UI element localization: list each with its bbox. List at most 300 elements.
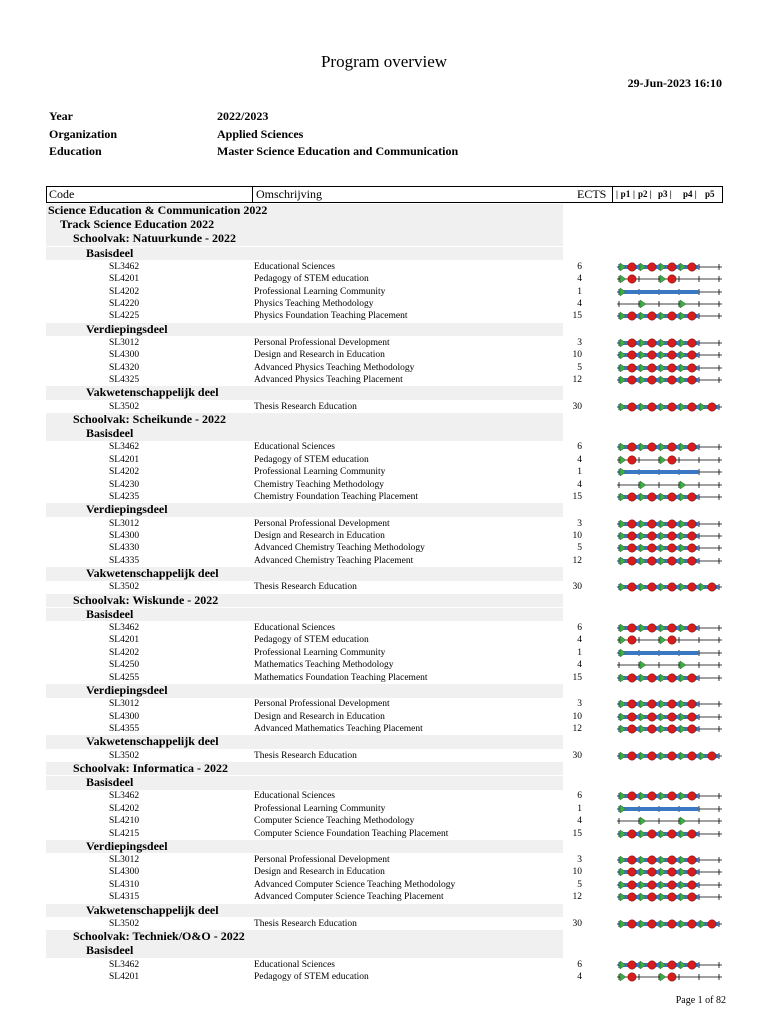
course-ects: 10 — [572, 350, 582, 361]
course-ects: 6 — [577, 261, 582, 272]
table-header — [46, 186, 723, 203]
period-end-marker — [668, 351, 676, 359]
period-end-marker — [668, 829, 676, 837]
info-value: Master Science Education and Communication — [217, 144, 459, 158]
section-heading — [46, 904, 726, 918]
period-start-marker — [680, 713, 686, 721]
course-description: Advanced Computer Science Teaching Placement — [254, 892, 444, 903]
course-description: Personal Professional Development — [254, 699, 390, 710]
period-end-marker — [668, 960, 676, 968]
section-heading-text: Basisdeel — [46, 247, 563, 261]
period-start-marker — [700, 920, 706, 928]
period-timeline — [617, 750, 723, 762]
course-row — [46, 441, 726, 453]
period-end-marker — [688, 519, 696, 527]
course-description: Mathematics Foundation Teaching Placement — [254, 672, 428, 683]
course-ects: 5 — [577, 879, 582, 890]
course-row — [46, 634, 726, 646]
course-ects: 30 — [572, 582, 582, 593]
course-ects: 4 — [577, 816, 582, 827]
period-end-marker — [668, 544, 676, 552]
course-ects: 4 — [577, 454, 582, 465]
course-code: SL4300 — [109, 350, 140, 361]
period-timeline — [617, 530, 723, 542]
course-ects: 3 — [577, 337, 582, 348]
section-heading-text: Verdiepingsdeel — [46, 840, 563, 854]
period-timeline — [617, 891, 723, 903]
course-row — [46, 530, 726, 542]
course-ects: 15 — [572, 311, 582, 322]
period-start-marker — [660, 920, 666, 928]
course-row — [46, 879, 726, 891]
course-description: Advanced Chemistry Teaching Methodology — [254, 543, 425, 554]
section-heading — [46, 567, 726, 581]
course-code: SL4220 — [109, 298, 140, 309]
course-code: SL4235 — [109, 491, 140, 502]
course-ects: 10 — [572, 711, 582, 722]
period-start-marker — [660, 275, 666, 283]
column-header-code: Code — [49, 187, 75, 201]
period-start-marker — [680, 725, 686, 733]
period-end-marker — [648, 363, 656, 371]
course-code: SL4230 — [109, 479, 140, 490]
column-header-ects: ECTS — [577, 187, 607, 201]
period-timeline — [617, 491, 723, 503]
period-end-marker — [628, 868, 636, 876]
period-start-marker — [680, 263, 686, 271]
timeline-bar — [619, 651, 699, 655]
course-row — [46, 959, 726, 971]
period-end-marker — [648, 339, 656, 347]
course-ects: 4 — [577, 971, 582, 982]
period-end-marker — [688, 700, 696, 708]
period-end-marker — [668, 312, 676, 320]
section-heading-text: Basisdeel — [46, 427, 563, 441]
course-code: SL3502 — [109, 918, 140, 929]
period-timeline — [617, 790, 723, 802]
period-end-marker — [668, 792, 676, 800]
period-start-marker — [640, 893, 646, 901]
course-code: SL3502 — [109, 750, 140, 761]
period-start-marker — [680, 544, 686, 552]
period-timeline — [617, 581, 723, 593]
period-end-marker — [668, 583, 676, 591]
period-end-marker — [668, 751, 676, 759]
period-start-marker — [680, 351, 686, 359]
period-end-marker — [628, 893, 636, 901]
course-row — [46, 466, 726, 478]
period-end-marker — [648, 624, 656, 632]
period-timeline — [617, 273, 723, 285]
period-timeline — [617, 815, 723, 827]
period-end-marker — [688, 829, 696, 837]
period-end-marker — [688, 443, 696, 451]
course-description: Professional Learning Community — [254, 803, 386, 814]
period-end-marker — [668, 339, 676, 347]
period-start-marker — [660, 893, 666, 901]
period-end-marker — [648, 960, 656, 968]
course-description: Professional Learning Community — [254, 467, 386, 478]
period-end-marker — [628, 363, 636, 371]
period-start-marker — [680, 961, 686, 969]
period-end-marker — [668, 700, 676, 708]
period-end-marker — [648, 519, 656, 527]
period-end-marker — [688, 557, 696, 565]
section-heading — [46, 608, 726, 622]
section-heading — [46, 386, 726, 400]
course-row — [46, 803, 726, 815]
period-end-marker — [648, 544, 656, 552]
period-end-marker — [628, 544, 636, 552]
period-start-marker — [640, 881, 646, 889]
course-code: SL4201 — [109, 454, 140, 465]
period-end-marker — [688, 544, 696, 552]
course-description: Physics Foundation Teaching Placement — [254, 311, 408, 322]
period-start-marker — [660, 700, 666, 708]
course-ects: 1 — [577, 467, 582, 478]
period-start-marker — [620, 443, 626, 451]
course-row — [46, 711, 726, 723]
course-row — [46, 518, 726, 530]
period-end-marker — [628, 856, 636, 864]
period-end-marker — [648, 725, 656, 733]
period-timeline — [617, 647, 723, 659]
course-ects: 15 — [572, 672, 582, 683]
section-heading-text: Basisdeel — [46, 608, 563, 622]
course-code: SL3502 — [109, 582, 140, 593]
period-start-marker — [660, 856, 666, 864]
period-timeline — [617, 286, 723, 298]
period-end-marker — [628, 960, 636, 968]
section-heading — [46, 323, 726, 337]
period-start-marker — [620, 856, 626, 864]
period-start-marker — [680, 557, 686, 565]
period-end-marker — [668, 920, 676, 928]
period-end-marker — [668, 725, 676, 733]
program-info — [49, 108, 458, 161]
period-start-marker — [700, 403, 706, 411]
period-start-marker — [620, 674, 626, 682]
period-start-marker — [640, 792, 646, 800]
course-description: Personal Professional Development — [254, 337, 390, 348]
period-end-marker — [688, 532, 696, 540]
period-timeline — [617, 803, 723, 815]
period-start-marker — [680, 339, 686, 347]
course-description: Pedagogy of STEM education — [254, 971, 369, 982]
period-end-marker — [688, 583, 696, 591]
period-end-marker — [648, 881, 656, 889]
period-start-marker — [660, 881, 666, 889]
period-start-marker — [640, 583, 646, 591]
period-start-marker — [640, 920, 646, 928]
period-end-marker — [628, 351, 636, 359]
course-code: SL4335 — [109, 555, 140, 566]
course-code: SL4210 — [109, 816, 140, 827]
course-code: SL4300 — [109, 867, 140, 878]
period-end-marker — [648, 893, 656, 901]
course-ects: 15 — [572, 491, 582, 502]
course-description: Computer Science Foundation Teaching Placement — [254, 828, 449, 839]
period-start-marker — [660, 713, 666, 721]
period-end-marker — [628, 493, 636, 501]
period-start-marker — [680, 493, 686, 501]
period-start-marker — [680, 700, 686, 708]
period-end-marker — [628, 402, 636, 410]
period-end-marker — [688, 263, 696, 271]
section-heading — [46, 944, 726, 958]
course-description: Physics Teaching Methodology — [254, 298, 374, 309]
period-start-marker — [680, 312, 686, 320]
period-timeline — [617, 918, 723, 930]
period-end-marker — [628, 829, 636, 837]
period-start-marker — [680, 624, 686, 632]
timeline-bar — [619, 290, 699, 294]
course-row — [46, 647, 726, 659]
period-start-marker — [680, 443, 686, 451]
course-code: SL4315 — [109, 892, 140, 903]
info-label: Organization — [49, 126, 117, 141]
period-start-marker — [660, 830, 666, 838]
period-timeline — [617, 659, 723, 671]
period-start-marker — [640, 868, 646, 876]
section-heading-text: Science Education & Communication 2022 — [46, 204, 563, 218]
period-start-marker — [660, 624, 666, 632]
period-end-marker — [628, 700, 636, 708]
period-end-marker — [668, 868, 676, 876]
period-start-marker — [620, 339, 626, 347]
period-start-marker — [620, 868, 626, 876]
course-ects: 30 — [572, 750, 582, 761]
course-code: SL3462 — [109, 442, 140, 453]
course-row — [46, 698, 726, 710]
period-end-marker — [668, 456, 676, 464]
period-timeline — [617, 866, 723, 878]
course-code: SL4202 — [109, 647, 140, 658]
course-code: SL4300 — [109, 711, 140, 722]
period-start-marker — [680, 674, 686, 682]
period-start-marker — [660, 312, 666, 320]
period-start-marker — [620, 376, 626, 384]
course-ects: 1 — [577, 286, 582, 297]
course-row — [46, 659, 726, 671]
period-start-marker — [660, 376, 666, 384]
period-end-marker — [628, 624, 636, 632]
period-end-marker — [668, 881, 676, 889]
section-heading — [46, 247, 726, 261]
section-heading-text: Schoolvak: Scheikunde - 2022 — [46, 413, 563, 427]
section-heading — [46, 232, 726, 246]
course-code: SL4320 — [109, 362, 140, 373]
period-start-marker — [640, 961, 646, 969]
period-start-marker — [680, 520, 686, 528]
period-start-marker — [680, 481, 686, 489]
period-start-marker — [660, 752, 666, 760]
section-heading-text: Vakwetenschappelijk deel — [46, 735, 563, 749]
course-row — [46, 310, 726, 322]
period-end-marker — [688, 881, 696, 889]
period-start-marker — [680, 403, 686, 411]
period-timeline — [617, 298, 723, 310]
period-start-marker — [660, 557, 666, 565]
period-start-marker — [620, 636, 626, 644]
period-start-marker — [640, 403, 646, 411]
period-end-marker — [648, 673, 656, 681]
section-heading — [46, 503, 726, 517]
info-row-organization — [49, 126, 458, 144]
info-label: Education — [49, 144, 102, 158]
period-end-marker — [628, 376, 636, 384]
course-code: SL4201 — [109, 635, 140, 646]
period-start-marker — [620, 583, 626, 591]
course-row — [46, 581, 726, 593]
period-start-marker — [620, 493, 626, 501]
period-start-marker — [620, 557, 626, 565]
section-heading — [46, 594, 726, 608]
period-start-marker — [660, 443, 666, 451]
period-timeline — [617, 971, 723, 983]
period-start-marker — [660, 263, 666, 271]
period-timeline — [617, 362, 723, 374]
period-start-marker — [620, 544, 626, 552]
course-row — [46, 891, 726, 903]
period-end-marker — [648, 792, 656, 800]
course-code: SL4330 — [109, 543, 140, 554]
period-start-marker — [640, 557, 646, 565]
course-row — [46, 815, 726, 827]
column-header-p1: | p1 | — [616, 189, 636, 199]
period-start-marker — [640, 661, 646, 669]
section-heading-text: Schoolvak: Techniek/O&O - 2022 — [46, 930, 563, 944]
period-start-marker — [660, 583, 666, 591]
period-start-marker — [680, 376, 686, 384]
period-end-marker — [668, 263, 676, 271]
course-code: SL3462 — [109, 623, 140, 634]
period-start-marker — [620, 973, 626, 981]
period-start-marker — [660, 674, 666, 682]
period-end-marker — [628, 792, 636, 800]
period-end-marker — [688, 960, 696, 968]
course-description: Design and Research in Education — [254, 530, 385, 541]
period-start-marker — [640, 263, 646, 271]
period-end-marker — [648, 829, 656, 837]
period-start-marker — [660, 532, 666, 540]
period-end-marker — [628, 583, 636, 591]
period-start-marker — [640, 624, 646, 632]
period-end-marker — [668, 402, 676, 410]
period-end-marker — [628, 881, 636, 889]
course-ects: 4 — [577, 298, 582, 309]
section-heading — [46, 218, 726, 232]
period-end-marker — [648, 751, 656, 759]
period-end-marker — [628, 557, 636, 565]
period-start-marker — [640, 300, 646, 308]
course-ects: 10 — [572, 530, 582, 541]
period-end-marker — [648, 493, 656, 501]
course-description: Advanced Computer Science Teaching Methodology — [254, 879, 456, 890]
period-end-marker — [628, 725, 636, 733]
course-description: Thesis Research Education — [254, 401, 357, 412]
period-start-marker — [620, 792, 626, 800]
print-datetime: 29-Jun-2023 16:10 — [627, 76, 722, 90]
course-code: SL4250 — [109, 660, 140, 671]
period-start-marker — [680, 792, 686, 800]
course-description: Educational Sciences — [254, 959, 335, 970]
period-end-marker — [688, 725, 696, 733]
period-end-marker — [668, 363, 676, 371]
period-end-marker — [628, 636, 636, 644]
period-start-marker — [680, 830, 686, 838]
course-code: SL3502 — [109, 401, 140, 412]
course-description: Professional Learning Community — [254, 647, 386, 658]
period-end-marker — [688, 339, 696, 347]
column-header-description: Omschrijving — [256, 187, 322, 201]
period-start-marker — [660, 973, 666, 981]
course-code: SL4310 — [109, 879, 140, 890]
course-row — [46, 298, 726, 310]
period-end-marker — [628, 673, 636, 681]
period-start-marker — [620, 456, 626, 464]
course-description: Pedagogy of STEM education — [254, 454, 369, 465]
period-timeline — [617, 518, 723, 530]
period-start-marker — [660, 544, 666, 552]
section-heading — [46, 684, 726, 698]
period-end-marker — [688, 493, 696, 501]
period-end-marker — [708, 751, 716, 759]
section-heading-text: Basisdeel — [46, 776, 563, 790]
course-description: Mathematics Teaching Methodology — [254, 660, 394, 671]
course-ects: 6 — [577, 623, 582, 634]
period-start-marker — [640, 481, 646, 489]
period-end-marker — [668, 624, 676, 632]
course-description: Professional Learning Community — [254, 286, 386, 297]
period-end-marker — [648, 712, 656, 720]
period-end-marker — [628, 263, 636, 271]
period-timeline — [617, 723, 723, 735]
period-end-marker — [668, 673, 676, 681]
course-description: Pedagogy of STEM education — [254, 274, 369, 285]
period-end-marker — [668, 519, 676, 527]
course-row — [46, 971, 726, 983]
period-start-marker — [660, 364, 666, 372]
period-end-marker — [628, 532, 636, 540]
column-header-p5: p5 — [705, 189, 715, 199]
course-ects: 4 — [577, 635, 582, 646]
period-start-marker — [620, 920, 626, 928]
course-ects: 10 — [572, 867, 582, 878]
section-heading-text: Schoolvak: Wiskunde - 2022 — [46, 594, 563, 608]
period-end-marker — [668, 893, 676, 901]
course-description: Design and Research in Education — [254, 867, 385, 878]
course-row — [46, 622, 726, 634]
period-start-marker — [620, 713, 626, 721]
course-description: Chemistry Foundation Teaching Placement — [254, 491, 419, 502]
section-heading-text: Schoolvak: Informatica - 2022 — [46, 762, 563, 776]
period-start-marker — [680, 868, 686, 876]
section-heading — [46, 427, 726, 441]
section-heading — [46, 413, 726, 427]
course-ects: 5 — [577, 543, 582, 554]
info-value: Applied Sciences — [217, 126, 304, 141]
period-end-marker — [688, 402, 696, 410]
course-code: SL3012 — [109, 855, 140, 866]
period-start-marker — [620, 830, 626, 838]
course-code: SL4300 — [109, 530, 140, 541]
period-start-marker — [660, 868, 666, 876]
course-ects: 30 — [572, 401, 582, 412]
course-row — [46, 866, 726, 878]
period-end-marker — [648, 920, 656, 928]
course-description: Advanced Physics Teaching Placement — [254, 375, 403, 386]
